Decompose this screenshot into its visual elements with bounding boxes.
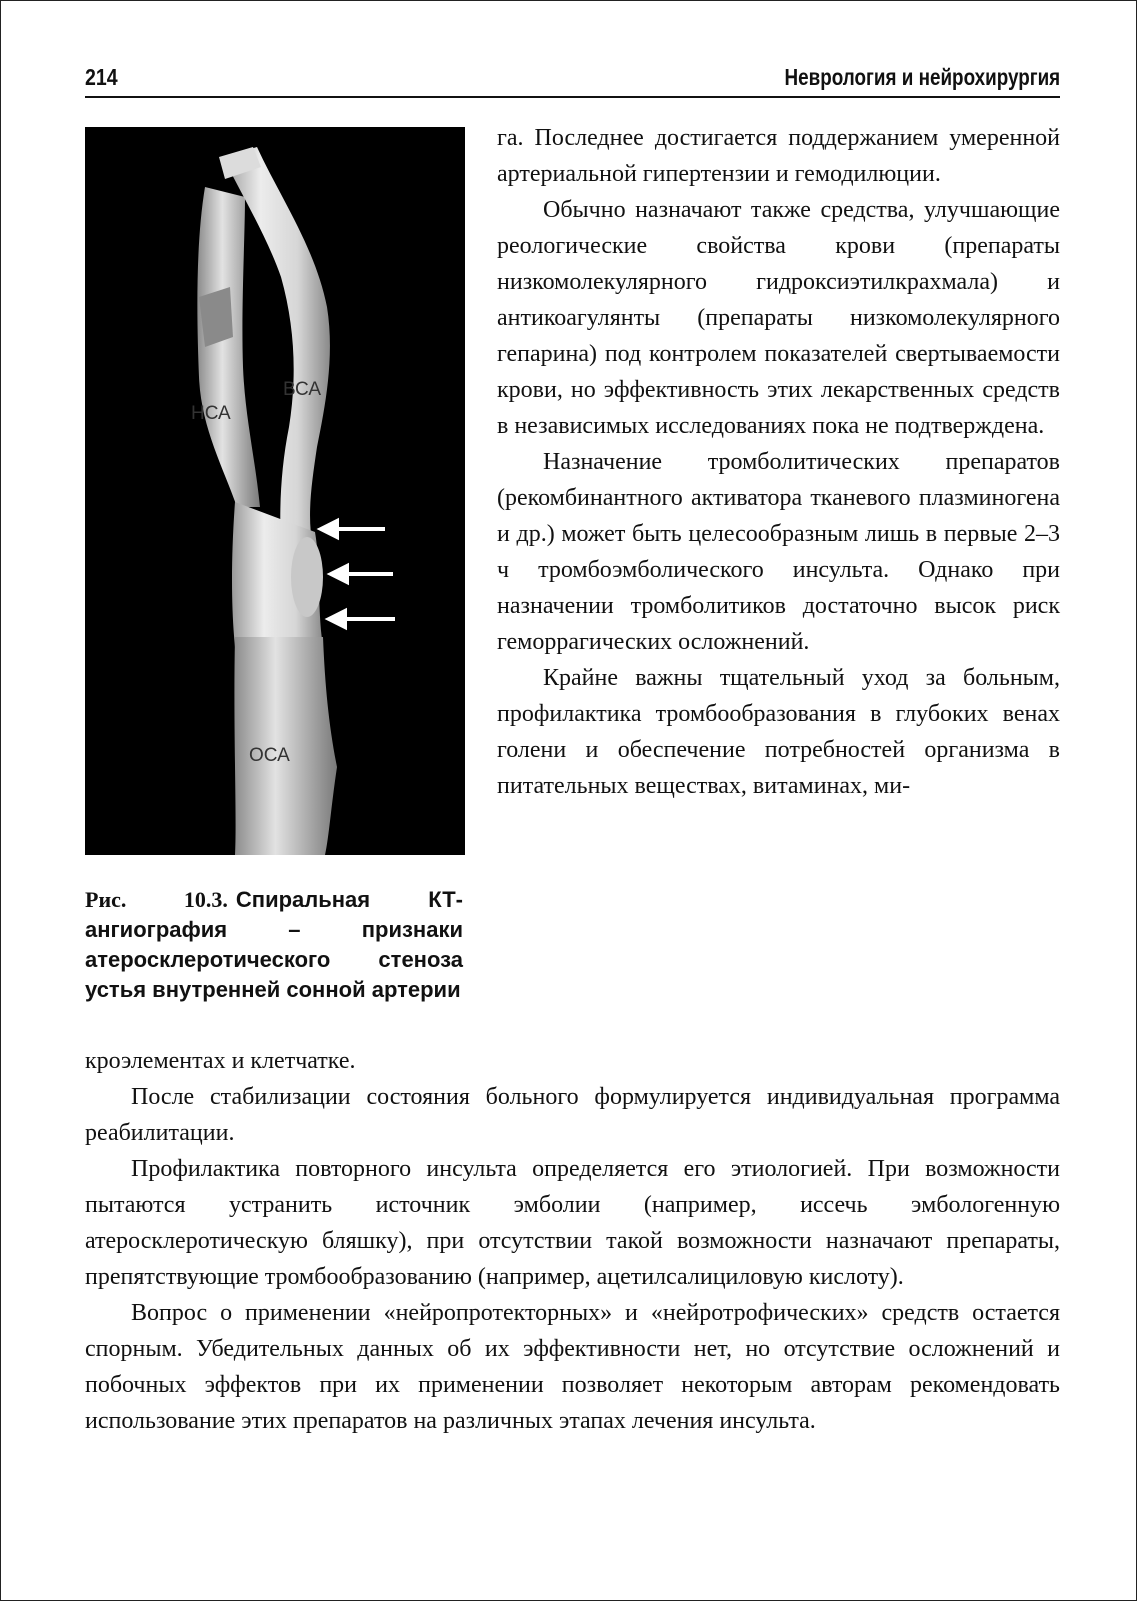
paragraph: Обычно назначают также средства, улучшающие реологические свойства крови (препараты низкомолекулярного гидроксиэтилкрахмала) и антикоагулянты (препараты низкомолекулярного гепарина) под контролем показателей свертываемости крови, но эффективность этих лекарственных средств в независимых исследованиях пока не подтверждена.	[497, 197, 1060, 439]
paragraph: Крайне важны тщательный уход за больным, профилактика тромбообразования в глубоких венах голени и обеспечение потребностей организма в питательных веществах, витаминах, ми-	[497, 665, 1060, 799]
full-width-text	[85, 1043, 1060, 1439]
caption-text: Спиральная КТ-ангиография – признаки атеросклеротического стеноза устья внутренней сонной артерии	[85, 887, 463, 1002]
running-title: Неврология и нейрохирургия	[784, 64, 1060, 90]
label-eca: НСА	[191, 403, 231, 424]
page-header	[85, 62, 1060, 98]
paragraph: кроэлементах и клетчатке.	[85, 1048, 356, 1074]
right-column-text	[497, 120, 1060, 804]
figure-caption	[85, 885, 463, 1005]
ct-angiography-figure	[85, 127, 465, 855]
caption-prefix: Рис. 10.3.	[85, 887, 228, 912]
paragraph: га. Последнее достигается поддержанием умеренной артериальной гипертензии и гемодилюции.	[497, 125, 1060, 187]
page-number: 214	[85, 64, 118, 90]
paragraph: Назначение тромболитических препаратов (рекомбинантного активатора тканевого плазминогена и др.) может быть целесообразным лишь в первые 2–3 ч тромбоэмболического инсульта. Однако при назначении тромболитиков достаточно высок риск геморрагических осложнений.	[497, 449, 1060, 655]
label-ica: ВСА	[283, 379, 322, 400]
paragraph: Профилактика повторного инсульта определяется его этиологией. При возможности пытаются устранить источник эмболии (например, иссечь эмбологенную атеросклеротическую бляшку), при отсутствии такой возможности назначают препараты, препятствующие тромбообразованию (например, ацетилсалициловую кислоту).	[85, 1156, 1060, 1290]
paragraph: После стабилизации состояния больного формулируется индивидуальная программа реабилитации.	[85, 1084, 1060, 1146]
paragraph: Вопрос о применении «нейропротекторных» и «нейротрофических» средств остается спорным. Убедительных данных об их эффективности нет, но отсутствие осложнений и побочных эффектов при их применении позволяет некоторым авторам рекомендовать использование этих препаратов на различных этапах лечения инсульта.	[85, 1300, 1060, 1434]
label-cca: ОСА	[249, 745, 290, 766]
